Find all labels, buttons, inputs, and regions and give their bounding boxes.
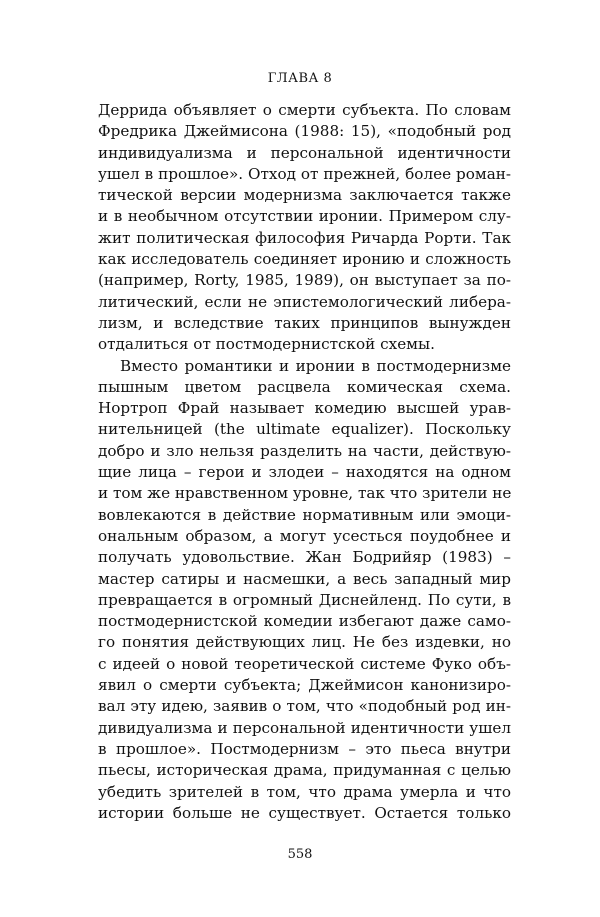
paragraph-2 bbox=[98, 356, 511, 825]
text-line: Фредрика Джеймисона (1988: 15), «подобный род bbox=[98, 122, 511, 141]
text-line: лизм, и вследствие таких принципов вынужден bbox=[98, 313, 511, 332]
paragraph-1 bbox=[98, 100, 511, 356]
text-line: вовлекаются в действие нормативным или эмоци- bbox=[98, 505, 511, 524]
text-line: тической версии модернизма заключается также bbox=[98, 186, 511, 205]
text-line: мастер сатиры и насмешки, а весь западный мир bbox=[98, 569, 511, 588]
text-line: убедить зрителей в том, что драма умерла и что bbox=[98, 782, 511, 801]
text-line: с идеей о новой теоретической системе Фуко объ- bbox=[98, 654, 511, 673]
text-line: ональным образом, а могут усесться поудобнее и bbox=[98, 526, 511, 545]
page-number: 558 bbox=[287, 847, 313, 862]
text-line: Вместо романтики и иронии в постмодернизме bbox=[120, 356, 511, 375]
text-line: как исследователь соединяет иронию и сложность bbox=[98, 250, 511, 269]
body-text bbox=[98, 100, 511, 824]
text-line: щие лица – герои и злодеи – находятся на одном bbox=[98, 463, 511, 482]
text-line: в прошлое». Постмодернизм – это пьеса внутри bbox=[98, 739, 511, 758]
text-line: явил о смерти субъекта; Джеймисон канонизиро- bbox=[98, 676, 511, 695]
text-line: отдалиться от постмодернистской схемы. bbox=[98, 335, 435, 354]
text-line: вал эту идею, заявив о том, что «подобный род ин- bbox=[98, 697, 511, 716]
text-line: (например, Rorty, 1985, 1989), он выступает за по- bbox=[98, 271, 511, 290]
text-line: постмодернистской комедии избегают даже само- bbox=[98, 612, 511, 631]
text-line: го понятия действующих лиц. Не без издевки, но bbox=[98, 633, 511, 652]
text-line: индивидуализма и персональной идентичности bbox=[98, 143, 511, 162]
text-line: дивидуализма и персональной идентичности ушел bbox=[98, 718, 511, 737]
text-line: превращается в огромный Диснейленд. По сути, в bbox=[98, 590, 511, 609]
running-head: ГЛАВА 8 bbox=[267, 71, 333, 86]
text-line: Нортроп Фрай называет комедию высшей урав- bbox=[98, 399, 511, 418]
text-line: и том же нравственном уровне, так что зрители не bbox=[98, 484, 512, 503]
text-line: Деррида объявляет о смерти субъекта. По словам bbox=[98, 101, 511, 119]
text-line: литический, если не эпистемологический либера- bbox=[98, 292, 511, 311]
text-line: пьесы, историческая драма, придуманная с целью bbox=[98, 761, 511, 780]
text-line: ушел в прошлое». Отход от прежней, более роман- bbox=[98, 164, 511, 183]
text-line: и в необычном отсутствии иронии. Примером слу- bbox=[98, 207, 511, 226]
text-line: нительницей (the ultimate equalizer). Поскольку bbox=[98, 420, 511, 439]
text-line: пышным цветом расцвела комическая схема. bbox=[98, 377, 511, 396]
text-line: истории больше не существует. Остается только bbox=[98, 803, 511, 822]
text-line: добро и зло нельзя разделить на части, действую- bbox=[98, 441, 511, 460]
text-line: жит политическая философия Ричарда Рорти. Так bbox=[98, 228, 511, 247]
text-line: получать удовольствие. Жан Бодрийяр (1983) – bbox=[98, 548, 511, 567]
